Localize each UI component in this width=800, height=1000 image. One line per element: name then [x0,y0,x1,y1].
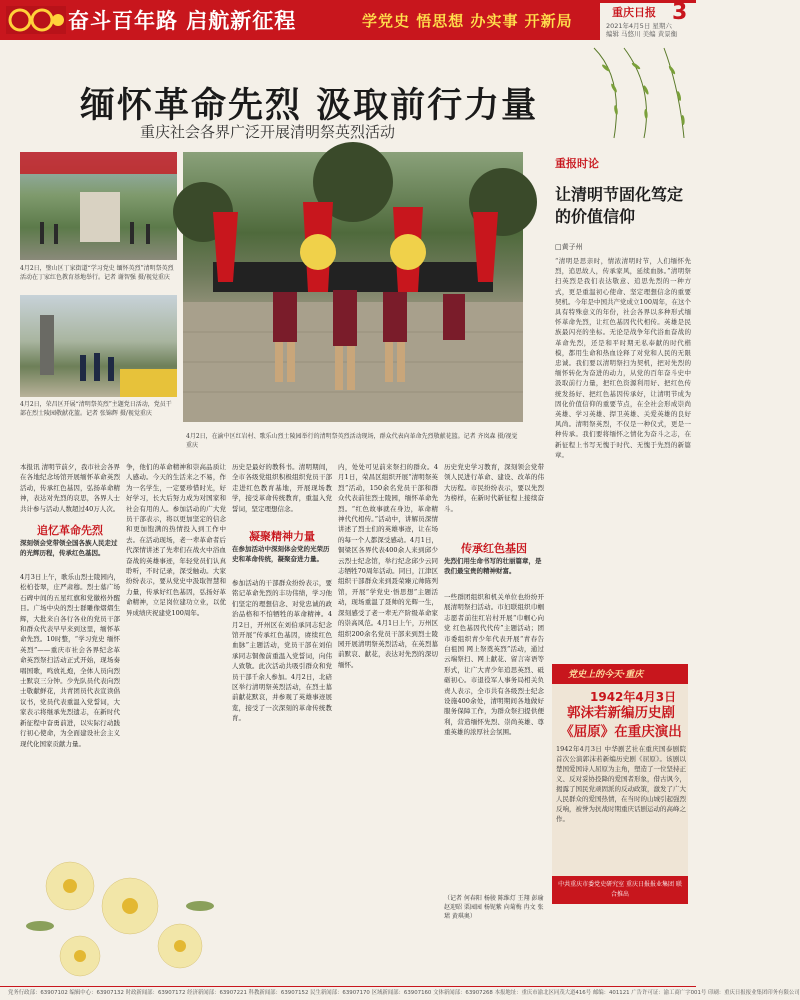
footer-rule [0,986,696,987]
page-number: 3 [672,0,688,25]
article-column-1-body: 4月3日上午，歌乐山烈士陵园内，松柏苍翠，庄严肃穆。烈士墓广场石碑中间的五星红旗和党徽格外醒目。广场中央的烈士群雕像熠熠生辉，大批来自各行各业的党员干部和群众代表早早来到这里，缅怀革命先烈。10时整，“学习党史 缅怀英烈”——重庆市社会各界纪念革命英烈祭扫活动正式开始，现场奏唱国歌，鸣放礼炮，全体人员向烈士默哀三分钟。少先队员代表向烈士敬献鲜花，共青团员代表宣读倡议书，党员代表重温入党誓词，大家表示将继承先烈遗志，在新时代新征程中奋勇前进，以实际行动践行初心使命，为全面建设社会主义现代化国家贡献力量。 [20,573,120,748]
party-history-date: 1942年4月3日 [590,690,677,704]
section-heading-1: 追忆革命先烈 [37,524,103,537]
photo-caption-1: 4月2日，璧山区丁家街道“学习党史 缅怀英烈”清明祭英烈活动在丁家红色教育基地举行。记者 谢智强 摄/视觉重庆 [20,265,174,281]
section-subheading-3: 先烈们用生命书写的壮丽篇章，是我们最宝贵的精神财富。 [444,557,542,575]
article-column-5-lead: 历史党史学习教育，深刻领会党带领人民进行革命、建设、改革的伟大历程。市民纷纷表示，要以先烈为榜样，在新时代新征程上接续奋斗。 [444,463,544,513]
article-column-1-lead: 本报讯 清明节前夕，我市社会各界在各地纪念场馆开展缅怀革命英烈活动，传承红色基因，弘扬革命精神，表达对先烈的哀思，各界人士共计参与活动人数超过40万人次。 [20,463,120,513]
photo-rongchang-memorial [20,295,177,397]
issue-date [606,22,677,38]
chrysanthemum-flowers-icon [20,846,220,986]
photo-wreath-procession [183,152,523,422]
issue-date-text: 2021年4月5日 星期六 [606,22,672,30]
party-history-body: 1942年4月3日 中华剧艺社在重庆国泰剧院首次公演郭沫若新编历史剧《屈原》。该剧以楚国爱国诗人屈原为主角，塑造了一位坚持正义、反对妥协投降的爱国者形象，借古讽今，揭露了国民党顽固派的反动政策，激发了广大人民群众的爱国热情，在当时的山城引起强烈反响，被誉为抗战时期重庆话剧运动的高峰之作。 [556,745,686,823]
photo-bishan-ceremony [20,152,177,260]
party-history-title: 郭沫若新编历史剧《屈原》在重庆演出 [560,705,682,740]
centenary-logo-icon [6,6,66,34]
commentary-author: □黄子州 [555,243,583,251]
commentary-body: “清明是思亲时，情浓清明时节，人们缅怀先烈，追思故人，传承家风，延续血脉。”清明祭扫英烈是我们表达敬意、追思先烈的一种方式，更是重温初心使命、坚定理想信念的重要契机。今年是中国共产党成立100周年，在这个具有特殊意义的年份，社会各界以多种形式缅怀革命先烈，让红色基因代代相传。英雄是民族最闪亮的坐标。无论是战争年代浴血奋战的革命先烈，还是和平时期无私奉献的时代楷模，都用生命和热血诠释了对党和人民的无限忠诚。我们要以清明祭扫为契机，把对先烈的缅怀转化为奋进的动力，从党的百年奋斗史中汲取前行力量，把红色资源利用好、把红色传统发扬好、把红色基因传承好，让清明节成为固化价值信仰的重要节点，在全社会形成崇尚英雄、学习英雄、捍卫英雄、关爱英雄的良好风尚。清明祭英烈，不仅是一种仪式，更是一种传承。我们要将缅怀之情化为奋斗之志，在新征程上书写无愧于时代、无愧于先烈的新篇章。 [555,257,691,459]
photo-caption-2: 4月2日，荣昌区开展“清明祭英烈”主题党日活动，党员干部在烈士陵园敬献花篮。记者 张锦辉 摄/视觉重庆 [20,401,172,417]
article-column-4: 内，处处可见前来祭扫的群众。4月1日，荣昌区组织开展“清明祭英烈”活动，150余名党员干部和群众代表前往烈士陵园，缅怀革命先烈。“红色故事就在身边，革命精神代代相传。”活动中，讲解员深情讲述了烈士们的英雄事迹，让在场的每一个人都深受感动。4月1日，铜梁区各界代表400余人来到邱少云烈士纪念馆，举行纪念邱少云同志牺牲70周年活动。同日，江津区组织干部群众来到聂荣臻元帅陈列馆，开展“学党史·悟思想”主题活动，现场重温了聂帅的光辉一生，深刻感受了老一辈无产阶级革命家的崇高风范。4月1日上午，万州区组织200余名党员干部来到烈士陵园开展清明祭英烈活动，在英烈墓前默哀、献花，表达对先烈的深切缅怀。 [338,463,438,669]
footer-contacts: 党务行政部：63907102 编辑中心：63907132 时政新闻部：63907172 经济新闻部：63907221 科教新闻部：63907152 民生新闻部：63907170 区域新闻部：63907160 文体新闻部：63907268 本报地址：重庆市渝北区同茂大道416号 邮编：401121 广告许可证：渝工商广字001号 印刷：重庆日报报业集团印务有限公司 [8,990,800,996]
reporter-credits: （记者 何春阳 杨骏 陈维灯 王翔 彭瑜 赵迎昭 栗园园 杨铌紫 向菊梅 冉文 张珺 黄琪奥） [444,895,544,920]
photo-caption-3: 4月2日，在渝中区红岩村、歌乐山烈士陵园举行的清明祭英烈活动现场，群众代表向革命先烈敬献花篮。记者 齐岚森 摄/视觉重庆 [186,433,518,449]
article-column-3-body: 参加活动的干部群众纷纷表示，要铭记革命先烈的丰功伟绩，学习他们坚定的理想信念、对党忠诚的政治品格和不怕牺牲的革命精神。4月2日，开州区在刘伯承同志纪念馆开展“传承红色基因，赓续红色血脉”主题活动，党员干部在刘伯承同志铜像前重温入党誓词，向伟人致敬。此次活动共吸引群众和党员干部千余人参加。4月2日，北碚区举行清明祭英烈活动，在烈士墓前献花默哀，并参观了英雄事迹展览，接受了一次深刻的革命传统教育。 [232,579,332,723]
section-heading-3: 传承红色基因 [461,542,527,555]
party-history-banner-text: 党史上的今天·重庆 [568,670,644,680]
article-column-2: 争，他们的革命精神和崇高品质让人感动。今天的生活来之不易，作为一名学生，一定要珍惜时光，好好学习，长大后努力成为对国家和社会有用的人。参加活动的广大党员干部表示，将以更加坚定的信念和更加饱满的热情投入到工作中去。在活动现场，老一辈革命者后代深情讲述了先辈们在战火中浴血奋战的英雄事迹，年轻党员们认真聆听，不时记录，深受触动。大家纷纷表示，要从党史中汲取智慧和力量，传承好红色基因，弘扬好革命精神，立足岗位建功立业，以优异成绩庆祝建党100周年。 [126,463,226,617]
editors-text: 编辑 马悠川 美编 黄景衡 [606,30,678,38]
section-subheading-1: 深刻领会党带领全国各族人民走过的光辉历程，传承红色基因。 [20,539,118,557]
commentary-title: 让清明节固化笃定的价值信仰 [555,185,684,226]
party-history-footer-text: 中共重庆市委党史研究室 重庆日报报业集团 联合推出 [558,881,682,898]
section-heading-2: 凝聚精神力量 [249,530,315,543]
masthead-slogan-secondary: 学党史 悟思想 办实事 开新局 [362,12,573,30]
section-subheading-2: 在参加活动中深刻体会党的光荣历史和革命传统，凝聚奋进力量。 [232,545,330,563]
masthead-slogan: 奋斗百年路 启航新征程 [68,9,297,33]
commentary-badge: 重报时论 [555,157,599,170]
willow-branch-icon [584,48,696,138]
article-column-3-lead: 历史是最好的教科书。清明期间，全市各级党组织积极组织党员干部走进红色教育基地，开展现场教学，接受革命传统教育，重温入党誓词，坚定理想信念。 [232,463,332,513]
paper-name: 重庆日报 [612,6,656,19]
subheadline: 重庆社会各界广泛开展清明祭英烈活动 [140,123,396,141]
headline: 缅怀革命先烈 汲取前行力量 [80,86,539,126]
article-column-5-body: 一些群团组织和机关单位也纷纷开展清明祭扫活动。市妇联组织巾帼志愿者前往红岩村开展“巾帼心向党 红色基因代代传”主题活动；团市委组织青少年代表开展“青春告白祖国 网上祭奠英烈”活动，通过云端祭扫、网上献花、留言寄语等形式，让广大青少年追思英烈、砥砺初心。市退役军人事务局相关负责人表示，全市共有各级烈士纪念设施400余处，清明期间各地做好服务保障工作，为群众祭扫提供便利，营造缅怀先烈、崇尚英雄、尊重英雄的浓厚社会氛围。 [444,593,544,737]
